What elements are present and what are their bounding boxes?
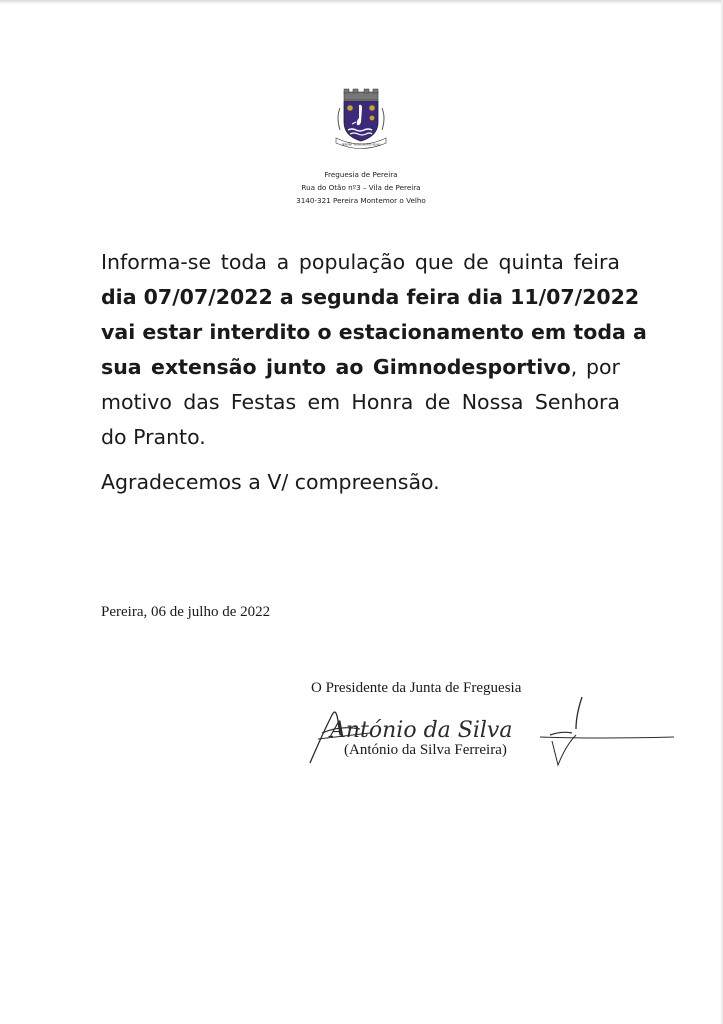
address-line-2: 3140-321 Pereira Montemor o Velho [296, 196, 426, 205]
signature-handwriting: António da Silva [330, 718, 513, 743]
organization-name: Freguesia de Pereira [324, 170, 398, 179]
notice-line-4-rest: , por [570, 355, 620, 379]
address-line-1: Rua do Otão nº3 – Vila de Pereira [301, 183, 421, 192]
notice-line-1: Informa-se toda a população que de quinta feira [101, 250, 620, 274]
notice-body [101, 245, 647, 455]
scan-edge-top [0, 0, 723, 4]
notice-line-6: do Pranto. [101, 425, 206, 449]
president-name: (António da Silva Ferreira) [344, 742, 507, 758]
president-title: O Presidente da Junta de Freguesia [311, 680, 522, 696]
notice-line-4-bold: sua extensão junto ao Gimnodesportivo [101, 355, 571, 379]
notice-line-5: motivo das Festas em Honra de Nossa Senhora [101, 390, 620, 414]
notice-line-3: vai estar interdito o estacionamento em toda a [101, 320, 647, 344]
notice-line-4 [101, 350, 620, 385]
notice-line-2: dia 07/07/2022 a segunda feira dia 11/07/2022 [101, 285, 640, 309]
crest-motto: PEREIRA · MONTEMOR-O-VELHO [341, 143, 381, 147]
parish-coat-of-arms-icon [330, 88, 392, 150]
dateline: Pereira, 06 de julho de 2022 [101, 604, 271, 620]
thanks-line: Agradecemos a V/ compreensão. [101, 470, 440, 494]
signature [300, 695, 680, 775]
address-block [200, 168, 522, 207]
